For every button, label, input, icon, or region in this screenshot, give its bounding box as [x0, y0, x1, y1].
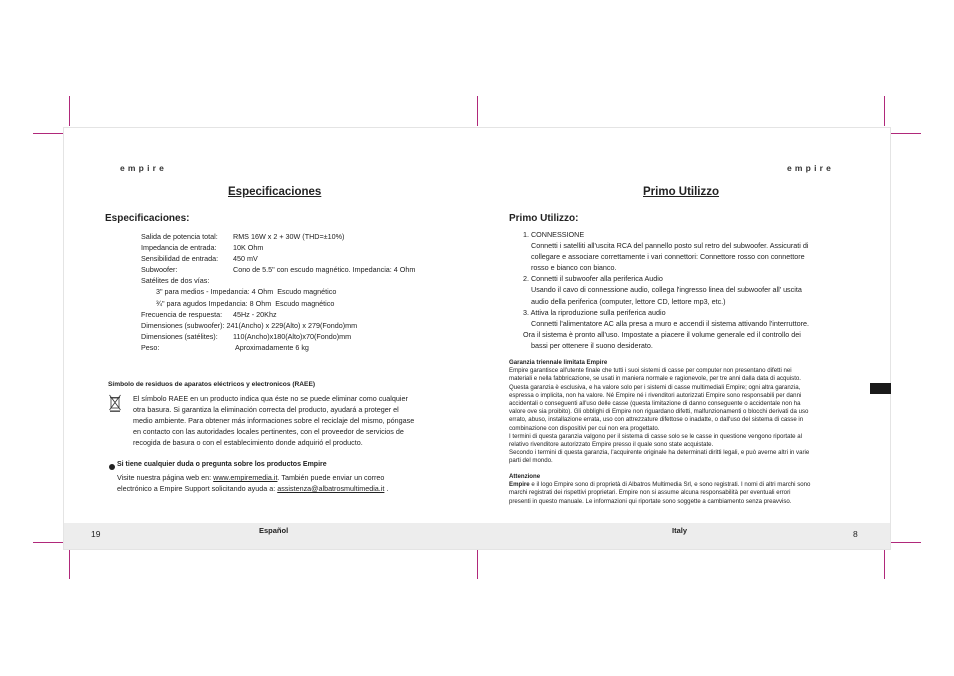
left-page	[63, 127, 477, 550]
support-text: Visite nuestra página web en: www.empiremedia.it. También puede enviar un correo electrónico a Empire Support solicitando ayuda a: assistenza@albatrosmultimedia.it .	[117, 473, 389, 494]
right-footer	[477, 523, 890, 549]
crop-mark	[891, 542, 921, 543]
support-title: Si tiene cualquier duda o pregunta sobre los productos Empire	[117, 461, 327, 468]
crop-mark	[884, 549, 885, 579]
left-footer	[64, 523, 477, 549]
spec-row: Salida de potencia total: RMS 16W x 2 + 30W (THD=±10%)	[141, 232, 345, 241]
crop-mark	[69, 549, 70, 579]
attention-section: Attenzione Empire e il logo Empire sono di proprietà di Albatros Multimedia Srl, e sono registrati. I nomi di altri marchi sono marchi registrati dei rispettivi proprietari. Empire non si assume alcuna responsabilità per eventuali errori presenti in questo manuale. Le informazioni qui riportate sono soggette a cambiamento senza preavviso.	[509, 473, 854, 506]
crop-mark	[477, 96, 478, 126]
footer-language: Español	[259, 526, 289, 535]
spec-row: 3" para medios - Impedancia: 4 Ohm Escudo magnético	[156, 287, 337, 297]
attention-title: Attenzione	[509, 473, 541, 480]
crop-mark	[477, 549, 478, 579]
raee-text: El símbolo RAEE en un producto indica qua éste no se puede eliminar como cualquier otra basura. Si garantiza la eliminación correcta del producto, ayudará a proteger el medio ambiente. Para obtener más informaciones sobre el reciclaje del mismo, póngase en contacto con las autoridades locales pertinentes, con el proveedor de servicios de recogida de basura o con el establecimiento donde adquirió el producto.	[133, 394, 415, 448]
page-heading: Especificaciones	[228, 186, 322, 198]
spec-row: Dimensiones (subwoofer): 241(Ancho) x 229(Alto) x 279(Fondo)mm	[141, 320, 358, 330]
thumb-tab	[870, 383, 891, 394]
empire-logo: empire	[120, 163, 168, 173]
crop-mark	[884, 96, 885, 126]
spec-row: Subwoofer: Cono de 5.5" con escudo magnético. Impedancia: 4 Ohm	[141, 265, 416, 275]
section-title: Especificaciones:	[105, 213, 190, 224]
crop-mark	[33, 133, 63, 134]
bullet-icon	[109, 464, 115, 470]
page-number: 8	[853, 529, 858, 539]
right-page	[477, 127, 891, 550]
crop-mark	[891, 133, 921, 134]
section-title: Primo Utilizzo:	[509, 213, 579, 224]
spec-row: Satélites de dos vías:	[141, 276, 210, 286]
spec-row: ¾" para agudos Impedancia: 8 Ohm Escudo magnético	[156, 298, 335, 308]
spec-row: Sensibilidad de entrada: 450 mV	[141, 254, 258, 264]
spec-row: Impedancia de entrada: 10K Ohm	[141, 243, 264, 253]
raee-title: Símbolo de residuos de aparatos eléctricos y electronicos (RAEE)	[108, 381, 316, 388]
page-number: 19	[91, 529, 101, 539]
crop-mark	[69, 96, 70, 126]
weee-bin-icon	[109, 394, 121, 412]
spec-row: Peso: Aproximadamente 6 kg	[141, 342, 309, 352]
spec-row: Frecuencia de respuesta: 45Hz - 20Khz	[141, 309, 277, 319]
warranty-section: Garanzia triennale limitata Empire Empire garantisce all'utente finale che tutti i suoi sistemi di casse per computer non presentano difetti nei materiali e nella fabbricazione, se usati in maniera normale e ragionevole, per tre anni dalla data di acquisto. Questa garanzia è esclusiva, e ha valore solo per i sistemi di casse multimediali Empire; ogni altra garanzia, espressa o implicita, non ha valore. Né Empire né i rivenditori autorizzati Empire sono responsabili per danni accidentali o conseguenti all'uso delle casse (questa limitazione di danno conseguente o accidentale non ha valore ove sia proibito). Gli obblighi di Empire non riguardano difetti, malfunzionamenti o blocchi derivati da uso errato, abuso, installazione errata, uso con attrezzature difettose o inadatte, o dall'uso del sistema di casse in combinazione con dispositivi per cui non era progettato. I termini di questa garanzia valgono per il sistema di casse solo se le casse in questione vengono riportate al relativo rivenditore autorizzato Empire presso il quale sono state acquistate. Secondo i termini di questa garanzia, l'acquirente originale ha determinati diritti legali, e può averne altri in varie parti del mondo.	[509, 359, 854, 466]
crop-mark	[33, 542, 63, 543]
steps-list: 1. CONNESSIONE Connetti i satelliti all'uscita RCA del pannello posto sul retro del subwoofer. Assicurati di collegare e associare correttamente i vari connettori: Connettore rosso con connettore rosso e bianco con bianco. 2. Connetti il subwoofer alla periferica Audio Usando il cavo di connessione audio, collega l'ingresso linea del subwoofer all' uscita audio della periferica (computer, lettore CD, lettore mp3, etc.) 3. Attiva la riproduzione sulla periferica audio Connetti l'alimentatore AC alla presa a muro e accendi il sistema attivando l'interruttore. Ora il sistema è pronto all'uso. Impostate a piacere il volume generale ed il controllo dei bassi per ottenere il suono desiderato.	[523, 230, 810, 350]
spec-list	[141, 231, 415, 353]
spec-row: Dimensiones (satélites): 110(Ancho)x180(Alto)x70(Fondo)mm	[141, 331, 352, 341]
website-link[interactable]: www.empiremedia.it	[213, 473, 278, 482]
page-heading: Primo Utilizzo	[643, 186, 720, 198]
empire-logo: empire	[787, 163, 835, 173]
email-link[interactable]: assistenza@albatrosmultimedia.it	[277, 484, 385, 494]
warranty-title: Garanzia triennale limitata Empire	[509, 359, 608, 366]
footer-language: Italy	[672, 526, 688, 535]
